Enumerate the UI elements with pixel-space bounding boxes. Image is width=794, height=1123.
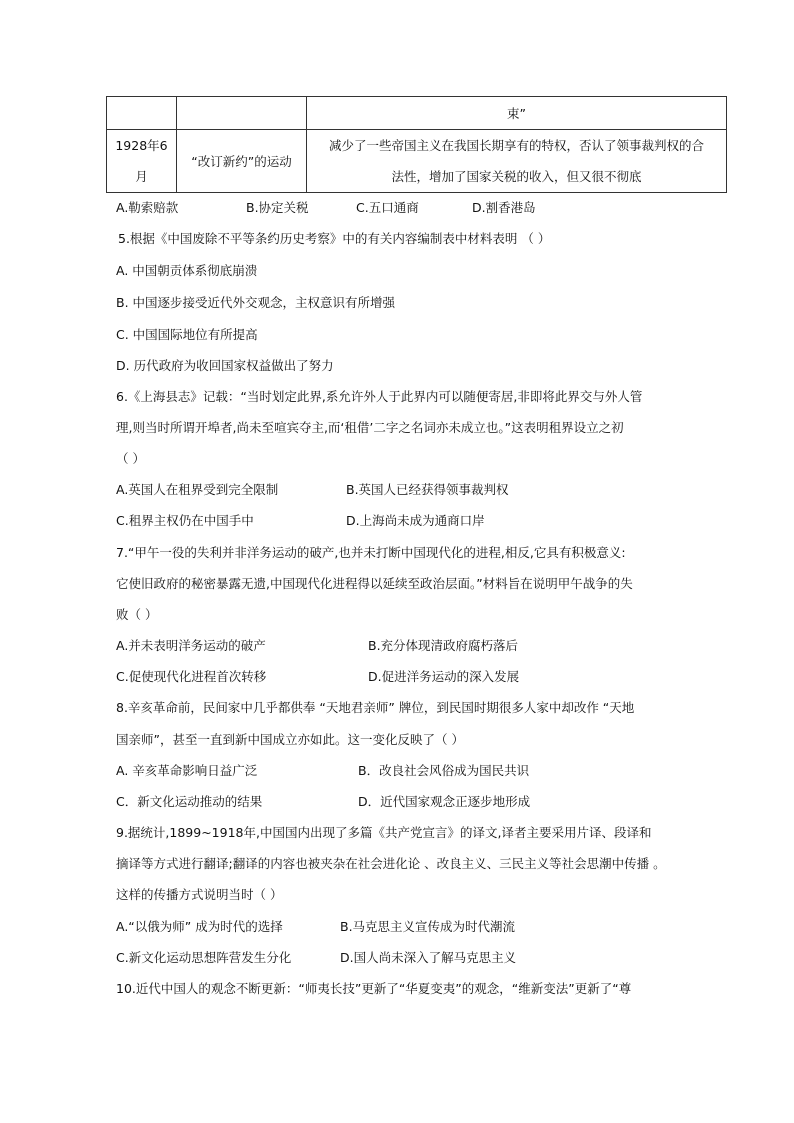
q9-option-a: A.“以俄为师” 成为时代的选择	[116, 919, 283, 934]
q8-option-d: D．近代国家观念正逐步地形成	[358, 794, 531, 809]
q7-option-b: B.充分体现清政府腐朽落后	[368, 638, 519, 653]
table-cell-text: 1928年6月	[115, 138, 168, 184]
history-events-table	[106, 96, 727, 193]
q8-option-b: B．改良社会风俗成为国民共识	[358, 763, 530, 778]
table-cell-text: “改订新约”的运动	[191, 153, 292, 169]
table-row	[107, 97, 727, 130]
q5-option-a: A. 中国朝贡体系彻底崩溃	[116, 263, 258, 278]
q8-option-c: C．新文化运动推动的结果	[116, 794, 263, 809]
table-row	[107, 130, 727, 193]
q8-stem-line-1: 8.辛亥革命前，民间家中几乎都供奉 “天地君亲师” 牌位，到民国时期很多人家中却改作 “天地	[116, 700, 635, 715]
q6-stem-line-2: 理,则当时所谓开埠者,尚未至喧宾夺主,而‘租借’二字之名词亦未成立也。”这表明租界设立之初	[116, 420, 624, 435]
q4-option-b: B.协定关税	[246, 200, 309, 215]
table-cell-text-line-1: 减少了一些帝国主义在我国长期享有的特权，否认了领事裁判权的合	[328, 138, 704, 153]
q6-stem-line-1: 6.《上海县志》记载：“当时划定此界,系允许外人于此界内可以随便寄居,非即将此界交与外人管	[116, 389, 643, 404]
table-cell-content	[307, 97, 727, 130]
table-cell-text: 束”	[507, 105, 526, 121]
q7-stem-line-1: 7.“甲午一役的失利并非洋务运动的破产,也并未打断中国现代化的进程,相反,它具有积极意义:	[116, 545, 626, 560]
q6-option-a: A.英国人在租界受到完全限制	[116, 482, 279, 497]
q7-stem-line-3: 败（ ）	[116, 607, 158, 622]
q10-stem-line-1: 10.近代中国人的观念不断更新：“师夷长技”更新了“华夏变夷”的观念，“维新变法”更新了“尊	[116, 981, 632, 996]
q9-stem-line-3: 这样的传播方式说明当时（ ）	[116, 887, 283, 902]
table-cell-event	[177, 130, 307, 193]
q5-option-d: D. 历代政府为收回国家权益做出了努力	[116, 358, 334, 373]
q5-stem: 5.根据《中国废除不平等条约历史考察》中的有关内容编制表中材料表明 （ ）	[118, 231, 551, 246]
q5-option-c: C. 中国国际地位有所提高	[116, 327, 258, 342]
q6-option-c: C.租界主权仍在中国手中	[116, 513, 254, 528]
table-cell-content	[307, 130, 727, 193]
table-cell-event	[177, 97, 307, 130]
table-cell-date	[107, 130, 177, 193]
q6-option-b: B.英国人已经获得领事裁判权	[346, 482, 509, 497]
q4-option-c: C.五口通商	[356, 200, 419, 215]
q7-option-a: A.并未表明洋务运动的破产	[116, 638, 266, 653]
table-cell-date	[107, 97, 177, 130]
q9-option-d: D.国人尚未深入了解马克思主义	[340, 950, 517, 965]
q9-stem-line-2: 摘译等方式进行翻译;翻译的内容也被夹杂在社会进化论 、改良主义、三民主义等社会思潮中传播 。	[116, 856, 666, 871]
q4-option-a: A.勒索赔款	[116, 200, 179, 215]
q8-option-a: A. 辛亥革命影响日益广泛	[116, 763, 258, 778]
q7-stem-line-2: 它使旧政府的秘密暴露无遗,中国现代化进程得以延续至政治层面。”材料旨在说明甲午战争的失	[116, 576, 633, 591]
q8-stem-line-2: 国亲师”，甚至一直到新中国成立亦如此。这一变化反映了（ ）	[116, 732, 464, 747]
q9-stem-line-1: 9.据统计,1899~1918年,中国国内出现了多篇《共产党宣言》的译文,译者主要采用片译、段译和	[116, 825, 652, 840]
q6-answer-bracket: （ ）	[116, 451, 145, 466]
q5-option-b: B. 中国逐步接受近代外交观念，主权意识有所增强	[116, 295, 396, 310]
q6-option-d: D.上海尚未成为通商口岸	[346, 513, 485, 528]
q4-option-d: D.割香港岛	[472, 200, 536, 215]
q9-option-c: C.新文化运动思想阵营发生分化	[116, 950, 292, 965]
q7-option-d: D.促进洋务运动的深入发展	[368, 669, 520, 684]
table-cell-text-line-2: 法性，增加了国家关税的收入，但又很不彻底	[391, 169, 642, 184]
q9-option-b: B.马克思主义宣传成为时代潮流	[340, 919, 516, 934]
q7-option-c: C.促使现代化进程首次转移	[116, 669, 267, 684]
